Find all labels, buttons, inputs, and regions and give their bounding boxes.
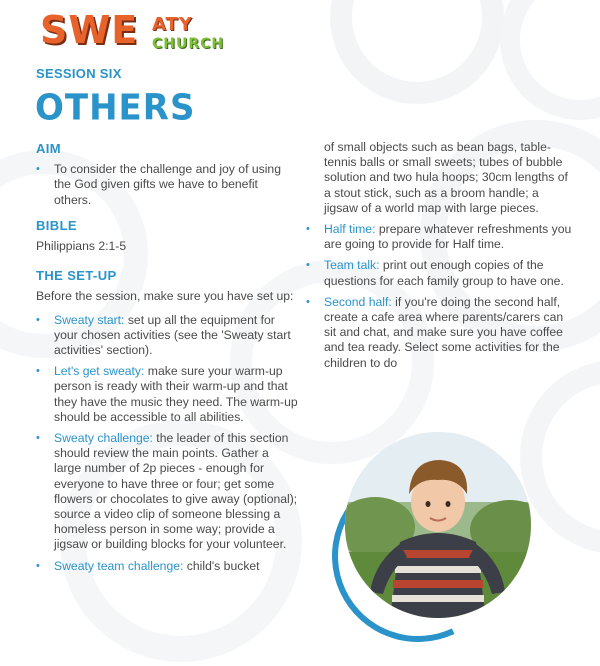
bullet-icon: •	[306, 223, 310, 236]
bullet-icon: •	[36, 163, 40, 176]
setup-list-continued	[306, 222, 572, 371]
setup-heading: THE SET-UP	[36, 268, 117, 284]
list-item: • Sweaty team challenge: child's bucket	[36, 558, 260, 573]
bullet-icon: •	[306, 295, 310, 308]
background-ring	[500, 0, 600, 120]
session-label: SESSION SIX	[36, 66, 122, 81]
list-item: • Half time: prepare whatever refreshments you are going to provide for Half time.	[306, 222, 572, 252]
logo-text-large: SWE	[40, 8, 139, 52]
list-item: • Team talk: print out enough copies of the questions for each family group to have one.	[306, 258, 564, 288]
continued-text: of small objects such as bean bags, table-tennis balls or small sweets; tubes of bubble solution and two hula hoops; 30cm lengths of a stout stick, such as a broom handle; a jigsaw of a world map with large pieces.	[324, 140, 568, 215]
bible-reference: Philippians 2:1-5	[36, 239, 127, 254]
left-column	[36, 141, 298, 584]
aim-heading: AIM	[36, 141, 62, 156]
right-column	[306, 140, 572, 381]
logo-text-small-top: ATY	[152, 14, 193, 35]
bullet-icon: •	[36, 365, 40, 378]
list-item: • Sweaty start: set up all the equipment for your chosen activities (see the 'Sweaty start activities' section).	[36, 312, 291, 358]
setup-list	[36, 313, 298, 574]
bible-heading: BIBLE	[36, 217, 77, 233]
list-item: • Sweaty challenge: the leader of this section should review the main points. Gather a large number of 2p pieces - enough for everyone to have three or four; get some flowers or chocolates to give away (optional); source a video clip of someone blessing a homeless person in some way; provide a jigsaw or building blocks for your volunteer.	[36, 431, 298, 552]
list-item: • To consider the challenge and joy of using the God given gifts we have to benefit others.	[36, 162, 281, 207]
setup-intro: Before the session, make sure you have set up:	[36, 289, 294, 304]
sweaty-church-logo	[40, 8, 250, 58]
background-ring	[520, 360, 600, 554]
child-photo	[345, 432, 531, 618]
bullet-icon: •	[36, 432, 40, 445]
aim-list	[36, 162, 298, 208]
page-title: OTHERS	[35, 87, 196, 129]
logo-text-small-bottom: CHURCH	[152, 36, 225, 52]
list-item: • Second half: if you're doing the second half, create a cafe area where parents/carers can sit and chat, and make sure you have coffee and tea ready. Select some activities for the children to do	[306, 294, 564, 370]
bullet-icon: •	[36, 313, 40, 326]
bullet-icon: •	[36, 559, 40, 572]
child-illustration	[345, 432, 531, 618]
bullet-icon: •	[306, 259, 310, 272]
list-item: • Let's get sweaty: make sure your warm-up person is ready with their warm-up and that they have the music they need. The warm-up should be accessible to all abilities.	[36, 364, 298, 424]
background-ring	[330, 0, 504, 104]
